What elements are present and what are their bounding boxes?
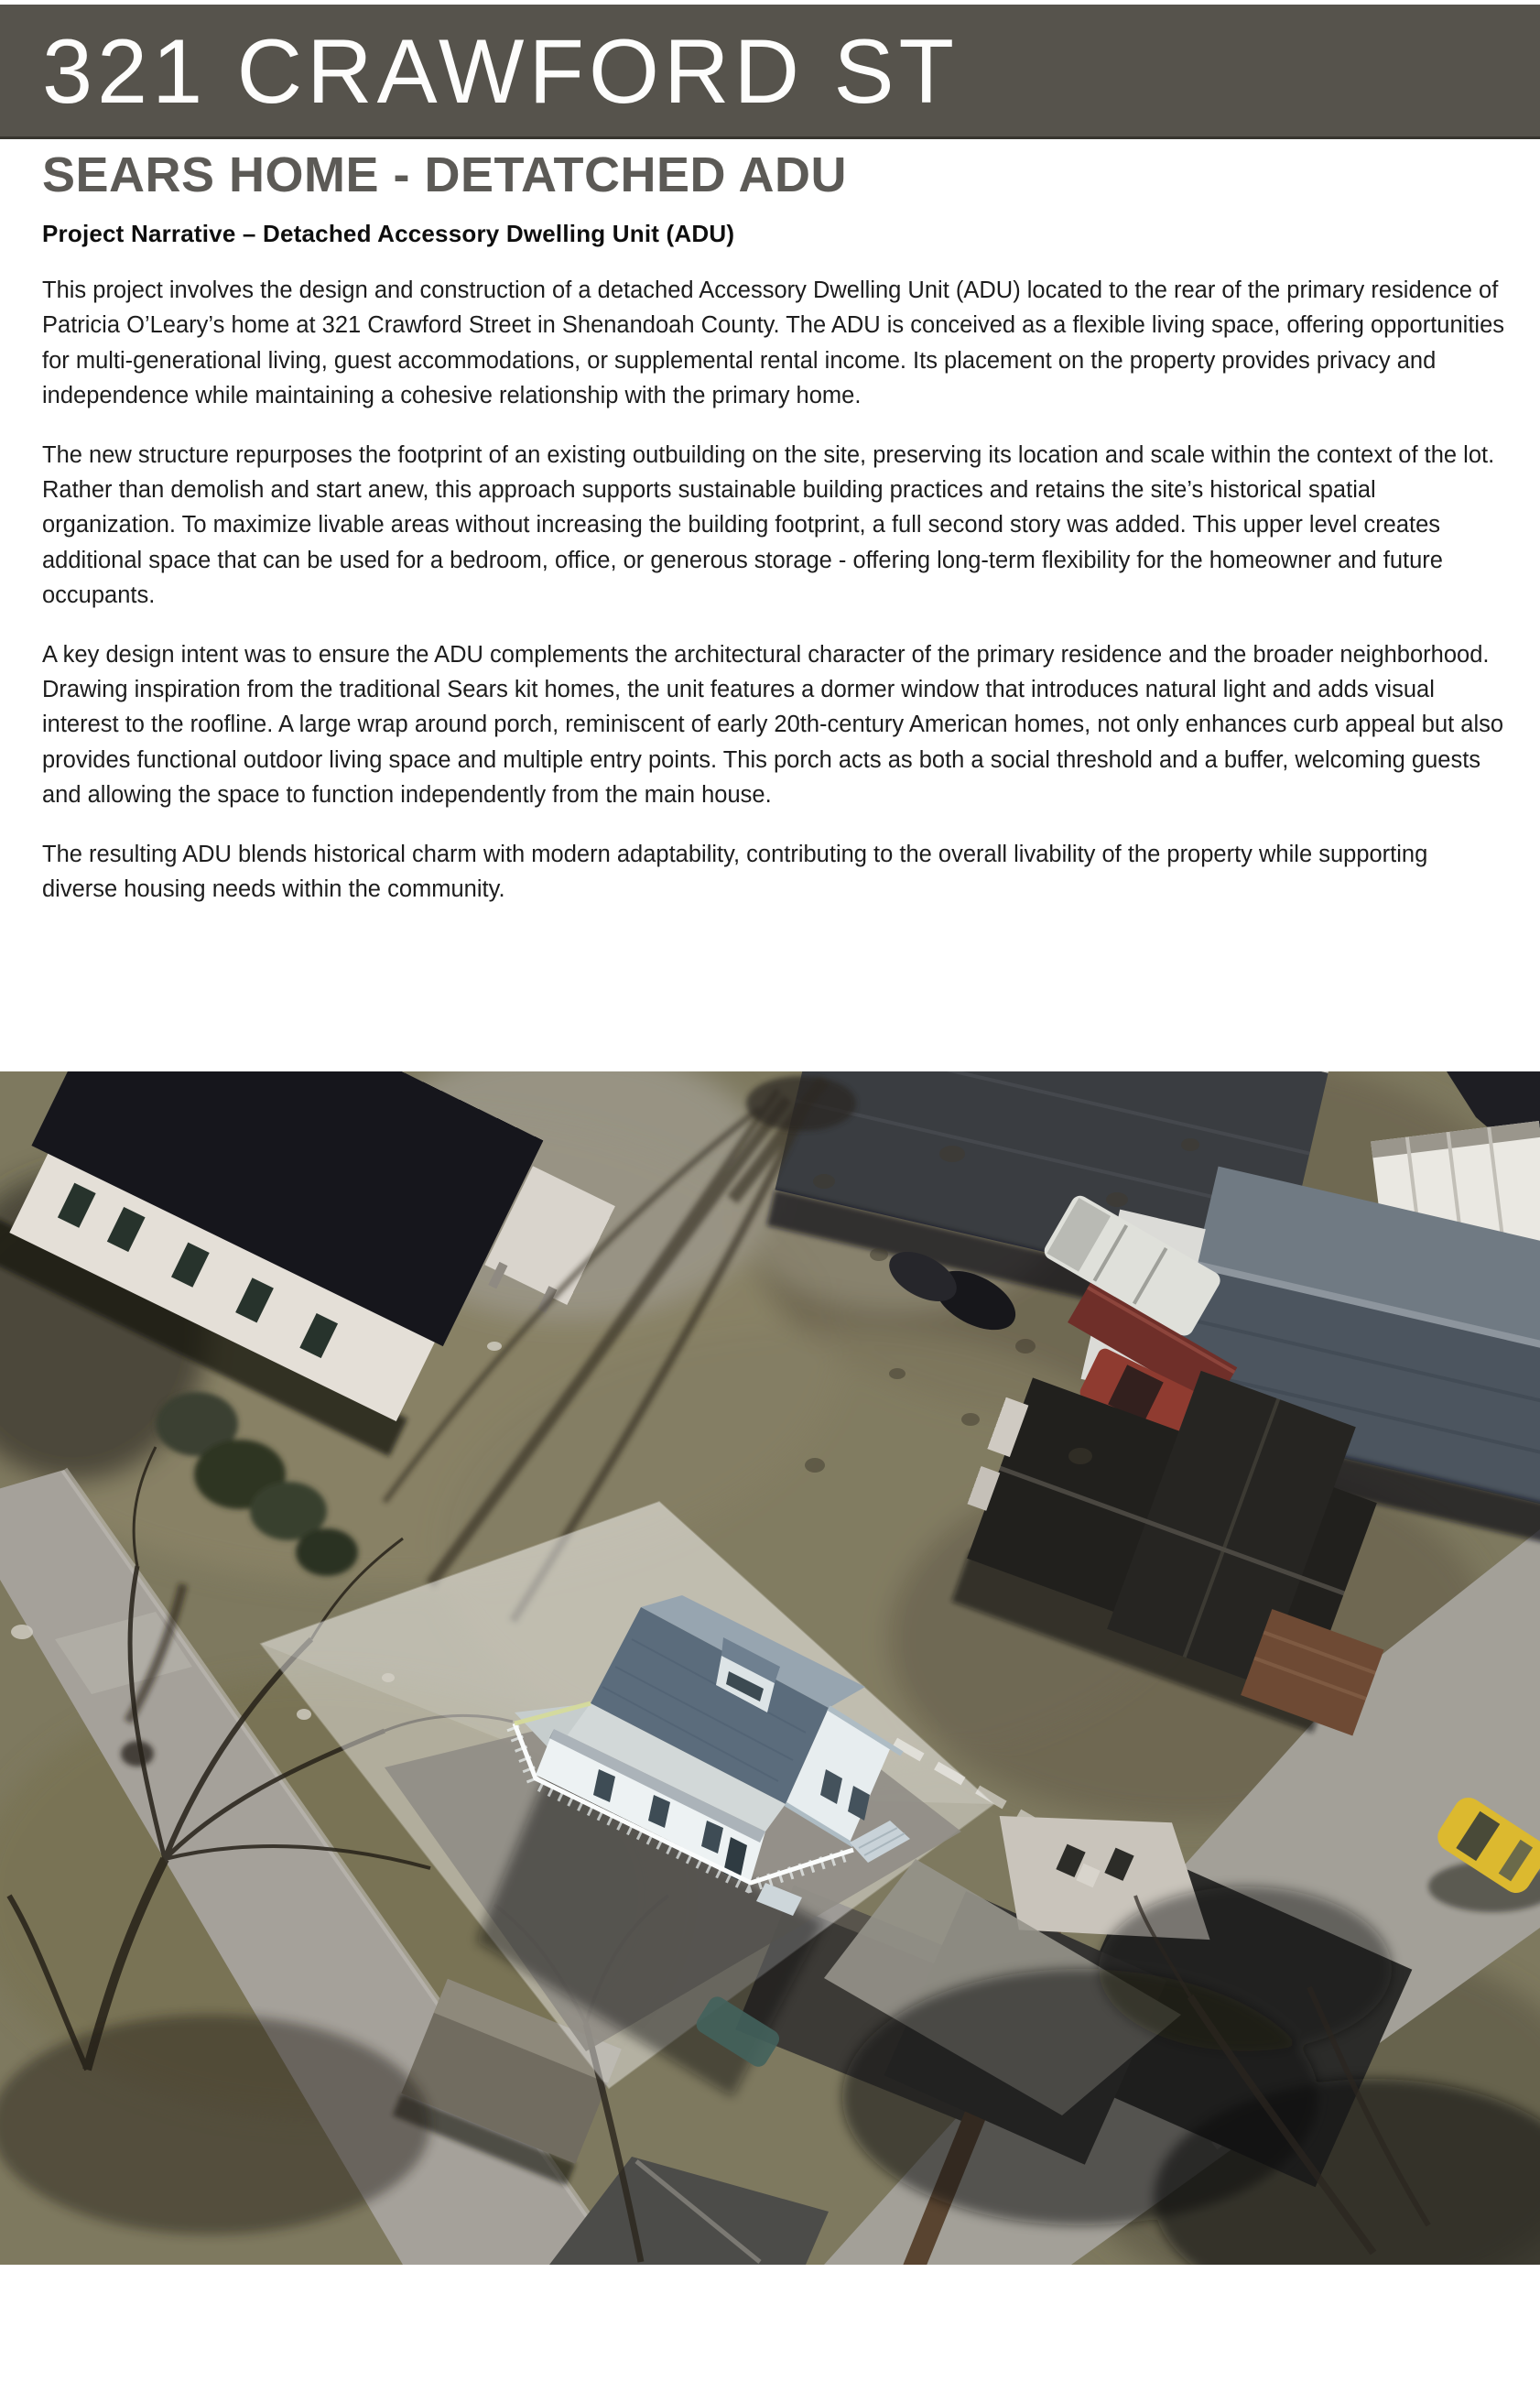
- tree-shade: [0, 2015, 430, 2234]
- tree-canopy-top: [746, 1076, 856, 1131]
- title-banner: [0, 5, 1540, 139]
- narrative-paragraph: The resulting ADU blends historical charm with modern adaptability, contributing to the overall livability of the property while supporting diverse housing needs within the community.: [42, 841, 1428, 903]
- aerial-photo-graphic: [0, 1071, 1540, 2265]
- aerial-photo: [0, 1071, 1540, 2265]
- narrative-paragraph: This project involves the design and construction of a detached Accessory Dwelling Unit (ADU) located to the rear of the primary residence of Patricia O’Leary’s home at 321 Crawford Street in Shenandoah County. The ADU is conceived as a flexible living space, offering opportunities for multi-generational living, guest accommodations, or supplemental rental income. Its placement on the property provides privacy and independence while maintaining a cohesive relationship with the primary home.: [42, 277, 1505, 409]
- page-title: 321 CRAWFORD ST: [42, 19, 959, 122]
- narrative-heading: Project Narrative – Detached Accessory Dwelling Unit (ADU): [42, 220, 735, 247]
- project-narrative: [42, 220, 1505, 931]
- narrative-paragraph: The new structure repurposes the footprint of an existing outbuilding on the site, preserving its location and scale within the context of the lot. Rather than demolish and start anew, this approach supports sustainable building practices and retains the site’s historical spatial organization. To maximize livable areas without increasing the building footprint, a full second story was added. This upper level creates additional space that can be used for a bedroom, office, or generous storage - offering long-term flexibility for the homeowner and future occupants.: [42, 441, 1495, 609]
- narrative-paragraph: A key design intent was to ensure the ADU complements the architectural character of the primary residence and the broader neighborhood. Drawing inspiration from the traditional Sears kit homes, the unit features a dormer window that introduces natural light and adds visual interest to the roofline. A large wrap around porch, reminiscent of early 20th-century American homes, not only enhances curb appeal but also provides functional outdoor living space and multiple entry points. This porch acts as both a social threshold and a buffer, welcoming guests and allowing the space to function independently from the main house.: [42, 641, 1504, 809]
- page-subtitle: SEARS HOME - DETATCHED ADU: [42, 147, 848, 202]
